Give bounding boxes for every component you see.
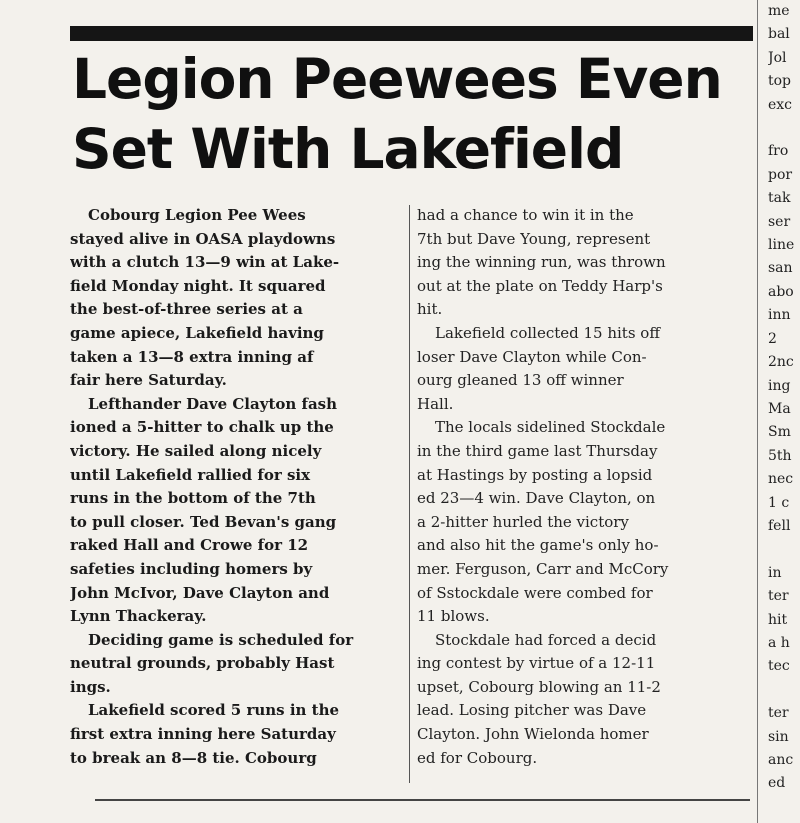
text-line: stayed alive in OASA playdowns xyxy=(70,229,336,248)
left-column xyxy=(70,204,404,770)
text-line: ing contest by virtue of a 12-11 xyxy=(417,654,656,673)
text-line: loser Dave Clayton while Con- xyxy=(417,347,647,366)
text-line: taken a 13—8 extra inning af xyxy=(70,347,314,366)
fragment-line: fro xyxy=(768,143,789,160)
text-line: field Monday night. It squared xyxy=(70,276,326,295)
text-line: in the third game last Thursday xyxy=(417,441,658,460)
text-line: Lakefield scored 5 runs in the xyxy=(88,701,340,720)
fragment-line: 1 c xyxy=(768,494,790,511)
fragment-line: ter xyxy=(768,588,789,605)
fragment-line xyxy=(768,679,800,702)
text-line: upset, Cobourg blowing an 11-2 xyxy=(417,677,661,696)
fragment-line: tec xyxy=(768,658,790,675)
text-line: hit. xyxy=(417,300,443,319)
text-line: out at the plate on Teddy Harp's xyxy=(417,276,663,295)
headline xyxy=(72,44,762,184)
text-line: fair here Saturday. xyxy=(70,371,227,390)
text-line: Lakefield collected 15 hits off xyxy=(435,323,660,342)
fragment-line: san xyxy=(768,260,793,277)
fragment-line: ed xyxy=(768,775,786,792)
column-divider xyxy=(409,205,410,783)
text-line: ed 23—4 win. Dave Clayton, on xyxy=(417,489,656,508)
text-line: and also hit the game's only ho- xyxy=(417,536,659,555)
headline-line-2: Set With Lakefield xyxy=(72,117,624,181)
fragment-line: inn xyxy=(768,307,791,324)
fragment-line: 5th xyxy=(768,447,792,464)
text-line: Lynn Thackeray. xyxy=(70,607,207,626)
top-rule xyxy=(70,26,753,41)
text-line: the best-of-three series at a xyxy=(70,300,303,319)
text-line: with a clutch 13—9 win at Lake- xyxy=(70,253,340,272)
fragment-line: Ma xyxy=(768,400,791,417)
text-line: to break an 8—8 tie. Cobourg xyxy=(70,748,317,767)
cut-off-text-top xyxy=(70,0,730,5)
headline-line-1: Legion Peewees Even xyxy=(72,47,722,111)
text-line: ioned a 5-hitter to chalk up the xyxy=(70,418,334,437)
fragment-line: abo xyxy=(768,283,794,300)
text-line: game apiece, Lakefield having xyxy=(70,323,324,342)
fragment-line xyxy=(768,117,800,140)
fragment-line: sin xyxy=(768,728,789,745)
fragment-line: a h xyxy=(768,634,790,651)
text-line: first extra inning here Saturday xyxy=(70,725,336,744)
text-line: The locals sidelined Stockdale xyxy=(435,418,666,437)
text-line: victory. He sailed along nicely xyxy=(70,441,322,460)
fragment-line: ser xyxy=(768,213,791,230)
text-line: safeties including homers by xyxy=(70,559,313,578)
text-line: Deciding game is scheduled for xyxy=(88,630,354,649)
text-line: until Lakefield rallied for six xyxy=(70,465,311,484)
fragment-line: ter xyxy=(768,705,789,722)
right-column-rule xyxy=(757,0,758,823)
text-line: Clayton. John Wielonda homer xyxy=(417,725,649,744)
fragment-line: por xyxy=(768,166,793,183)
text-line: to pull closer. Ted Bevan's gang xyxy=(70,512,337,531)
fragment-line: Jol xyxy=(768,49,787,66)
fragment-line: hit xyxy=(768,611,788,628)
text-line: 11 blows. xyxy=(417,607,490,626)
fragment-line: me xyxy=(768,3,790,19)
fragment-line: bal xyxy=(768,26,790,43)
fragment-line: tak xyxy=(768,190,791,207)
text-line: mer. Ferguson, Carr and McCory xyxy=(417,559,669,578)
text-line: of Sstockdale were combed for xyxy=(417,583,653,602)
fragment-line xyxy=(768,538,800,561)
cut-off-right-column xyxy=(768,0,800,823)
text-line: ourg gleaned 13 off winner xyxy=(417,371,624,390)
text-line: runs in the bottom of the 7th xyxy=(70,489,316,508)
fragment-line: top xyxy=(768,73,792,90)
text-line: John McIvor, Dave Clayton and xyxy=(70,583,330,602)
text-line: Stockdale had forced a decid xyxy=(435,630,657,649)
fragment-line: exc xyxy=(768,96,793,113)
bottom-rule xyxy=(95,799,750,801)
fragment-line: line xyxy=(768,237,795,254)
text-line: lead. Losing pitcher was Dave xyxy=(417,701,647,720)
text-line: Cobourg Legion Pee Wees xyxy=(88,206,306,224)
text-line: had a chance to win it in the xyxy=(417,206,634,224)
text-line: raked Hall and Crowe for 12 xyxy=(70,536,309,555)
fragment-line: in xyxy=(768,564,782,581)
text-line: ed for Cobourg. xyxy=(417,748,538,767)
text-line: Lefthander Dave Clayton fash xyxy=(88,394,338,413)
text-line: ing the winning run, was thrown xyxy=(417,253,666,272)
fragment-line: 2nc xyxy=(768,354,794,371)
text-line: at Hastings by posting a lopsid xyxy=(417,465,653,484)
text-line: neutral grounds, probably Hast xyxy=(70,654,335,673)
text-line: ings. xyxy=(70,677,111,696)
fragment-line: Sm xyxy=(768,424,791,441)
fragment-line: ing xyxy=(768,377,791,394)
text-line: 7th but Dave Young, represent xyxy=(417,229,651,248)
fragment-line: anc xyxy=(768,752,794,768)
text-line: Hall. xyxy=(417,394,454,413)
fragment-line: nec xyxy=(768,471,794,488)
text-line: a 2-hitter hurled the victory xyxy=(417,512,629,531)
fragment-line: fell xyxy=(768,517,791,534)
middle-column xyxy=(417,204,751,770)
fragment-line: 2 xyxy=(768,330,777,347)
